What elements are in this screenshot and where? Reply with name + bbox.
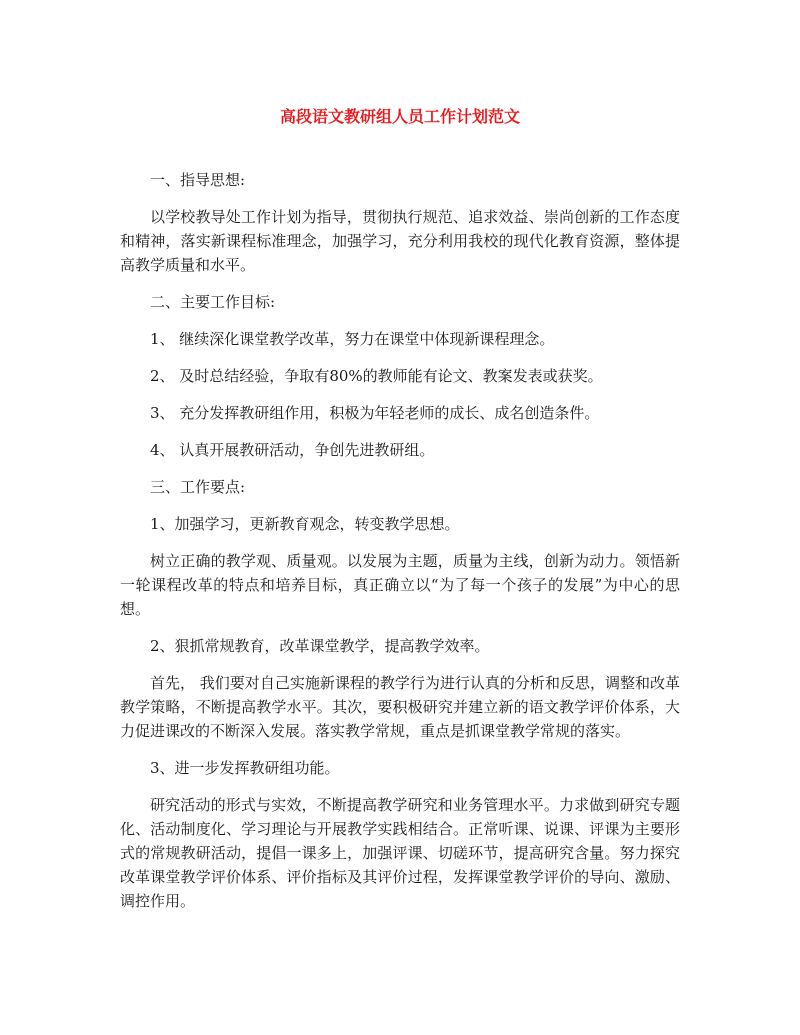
section-heading-key-points: 三、工作要点: bbox=[150, 478, 246, 496]
document-title: 高段语文教研组人员工作计划范文 bbox=[279, 107, 520, 126]
document-body bbox=[120, 168, 680, 913]
paragraph-key-point-1: 树立正确的教学观、质量观。以发展为主题，质量为主线，创新为动力。领悟新一轮课程改革的特点和培养目标，真正确立以“为了每一个孩子的发展”为中心的思想。 bbox=[120, 552, 680, 618]
goal-item-4: 4、 认真开展教研活动，争创先进教研组。 bbox=[150, 441, 435, 459]
goal-item-3: 3、 充分发挥教研组作用，积极为年轻老师的成长、成名创造条件。 bbox=[150, 404, 600, 422]
paragraph-key-point-3: 研究活动的形式与实效，不断提高教学研究和业务管理水平。力求做到研究专题化、活动制度化、学习理论与开展教学实践相结合。正常听课、说课、评课为主要形式的常规教研活动，提倡一课多上，加强评课、切磋环节，提高研究含量。努力探究改革课堂教学评价体系、评价指标及其评价过程，发挥课堂教学评价的导向、激励、调控作用。 bbox=[120, 796, 680, 910]
paragraph-guiding-thought: 以学校教导处工作计划为指导，贯彻执行规范、追求效益、崇尚创新的工作态度和精神，落实新课程标准理念，加强学习，充分利用我校的现代化教育资源，整体提高教学质量和水平。 bbox=[120, 208, 680, 274]
key-point-heading-3: 3、进一步发挥教研组功能。 bbox=[150, 759, 340, 777]
paragraph-key-point-2: 首先， 我们要对自己实施新课程的教学行为进行认真的分析和反思，调整和改革教学策略，不断提高教学水平。其次，要积极研究并建立新的语文教学评价体系，大力促进课改的不断深入发展。落实教学常规，重点是抓课堂教学常规的落实。 bbox=[120, 674, 680, 740]
section-heading-main-goals: 二、主要工作目标: bbox=[150, 293, 276, 311]
section-heading-guiding-thought: 一、指导思想: bbox=[150, 171, 246, 189]
goal-item-1: 1、 继续深化课堂教学改革，努力在课堂中体现新课程理念。 bbox=[150, 330, 555, 348]
goal-item-2: 2、 及时总结经验，争取有80%的教师能有论文、教案发表或获奖。 bbox=[150, 367, 603, 385]
key-point-heading-1: 1、加强学习，更新教育观念，转变教学思想。 bbox=[150, 515, 460, 533]
key-point-heading-2: 2、狠抓常规教育，改革课堂教学，提高教学效率。 bbox=[150, 637, 490, 655]
